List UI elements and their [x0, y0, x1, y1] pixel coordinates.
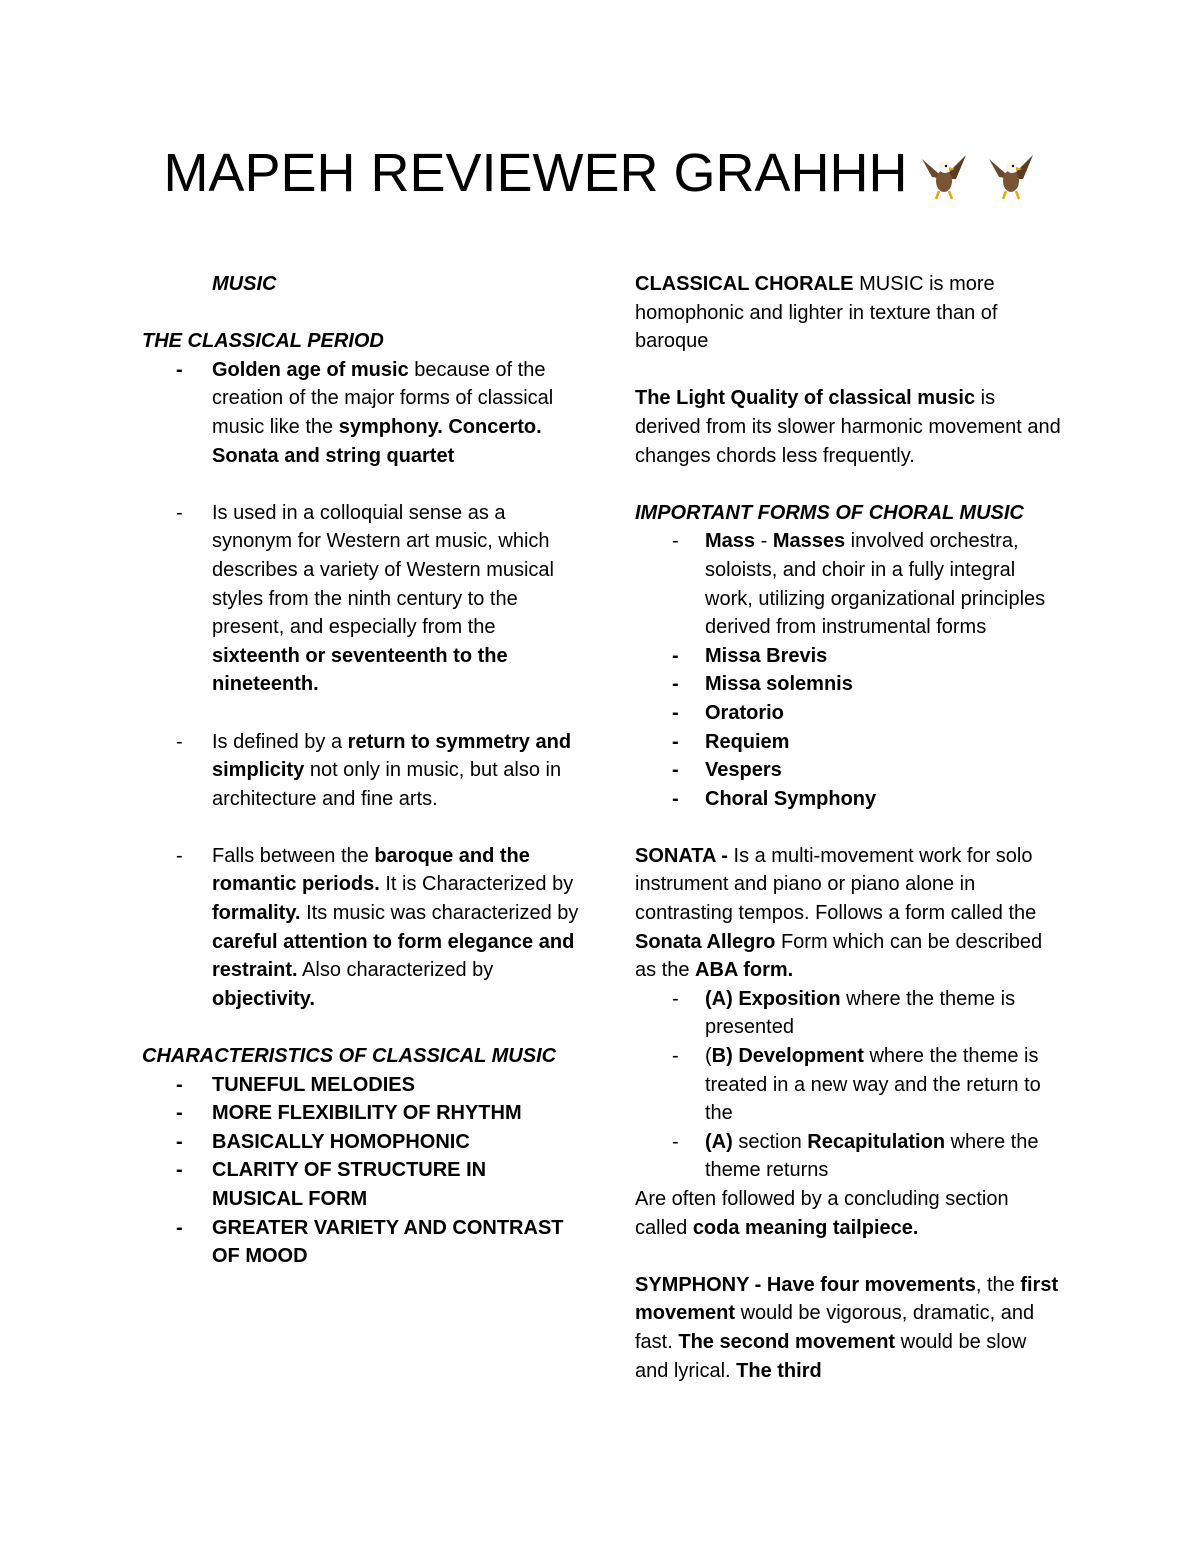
light-quality-paragraph: The Light Quality of classical music is derived from its slower harmonic movement and changes chords less frequently. [635, 387, 1061, 467]
subject-heading: MUSIC [212, 273, 277, 295]
list-item: - Falls between the baroque and the romantic periods. It is Characterized by formality. Its music was characterized by careful attention to form elegance and restraint. Also characterized by objectivity. [142, 842, 582, 1014]
choral-forms-list [635, 527, 1065, 813]
list-item: - Vespers [635, 756, 1065, 785]
eagle-icon [918, 149, 970, 201]
list-item: - Is used in a colloquial sense as a synonym for Western art music, which describes a variety of Western musical styles from the ninth century to the present, and especially from the sixteenth or seventeenth to the nineteenth. [142, 499, 582, 699]
list-item: - MORE FLEXIBILITY OF RHYTHM [142, 1099, 582, 1128]
eagle-icon [985, 149, 1037, 201]
title-text: MAPEH REVIEWER GRAHHH [163, 143, 908, 203]
list-item: - Golden age of music because of the creation of the major forms of classical music like the symphony. Concerto. Sonata and string quartet [142, 356, 582, 470]
eagle-icons [918, 148, 1037, 218]
classical-period-heading: THE CLASSICAL PERIOD [142, 330, 384, 353]
right-column [635, 270, 1065, 1385]
list-item: - Oratorio [635, 699, 1065, 728]
list-item: - Requiem [635, 728, 1065, 757]
characteristics-heading: CHARACTERISTICS OF CLASSICAL MUSIC [142, 1045, 557, 1068]
sonata-paragraph: SONATA - Is a multi-movement work for solo instrument and piano or piano alone in contrasting tempos. Follows a form called the Sonata Allegro Form which can be described as the ABA form. [635, 844, 1043, 982]
list-item: - (B) Development where the theme is treated in a new way and the return to the [635, 1042, 1065, 1128]
symphony-paragraph: SYMPHONY - Have four movements, the first movement would be vigorous, dramatic, and fast. The second movement would be slow and lyrical. The third [635, 1273, 1059, 1382]
list-item: - GREATER VARIETY AND CONTRAST OF MOOD [142, 1214, 582, 1271]
choral-forms-heading: IMPORTANT FORMS OF CHORAL MUSIC [635, 501, 1024, 524]
chorale-paragraph: CLASSICAL CHORALE MUSIC is more homophonic and lighter in texture than of baroque [635, 273, 998, 353]
sonata-form-list [635, 985, 1065, 1185]
coda-paragraph: Are often followed by a concluding section called coda meaning tailpiece. [635, 1188, 1009, 1239]
list-item: - CLARITY OF STRUCTURE IN MUSICAL FORM [142, 1156, 582, 1213]
list-item: - TUNEFUL MELODIES [142, 1071, 582, 1100]
list-item: - Missa solemnis [635, 670, 1065, 699]
page-title [0, 138, 1200, 218]
list-item: - Missa Brevis [635, 642, 1065, 671]
characteristics-list [142, 1071, 582, 1271]
left-column [142, 270, 582, 1271]
list-item: - Is defined by a return to symmetry and simplicity not only in music, but also in architecture and fine arts. [142, 728, 582, 814]
list-item: - (A) section Recapitulation where the theme returns [635, 1128, 1065, 1185]
classical-period-list [142, 356, 582, 470]
list-item: - Choral Symphony [635, 785, 1065, 814]
list-item: - BASICALLY HOMOPHONIC [142, 1128, 582, 1157]
list-item: - (A) Exposition where the theme is presented [635, 985, 1065, 1042]
list-item: - Mass - Masses involved orchestra, soloists, and choir in a fully integral work, utilizing organizational principles derived from instrumental forms [635, 527, 1065, 641]
